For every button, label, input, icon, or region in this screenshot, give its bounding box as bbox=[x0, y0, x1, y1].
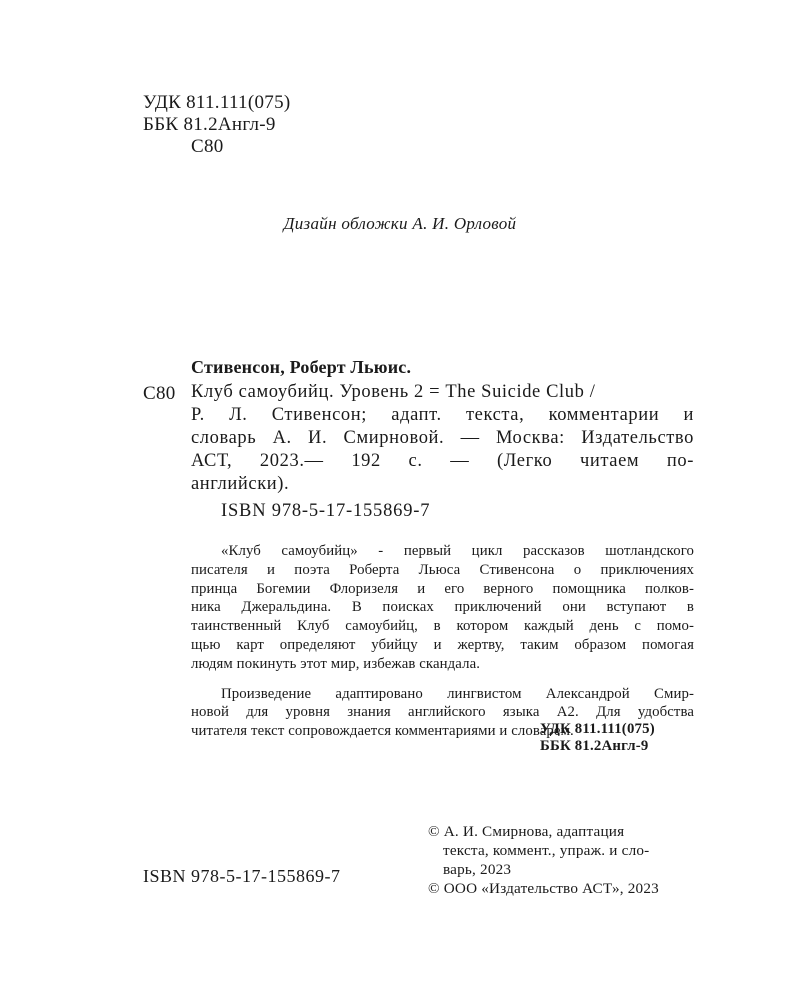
annotation bbox=[191, 542, 694, 741]
record-author: Стивенсон, Роберт Льюис. bbox=[191, 357, 412, 377]
copyright-line: © А. И. Смирнова, адаптация bbox=[428, 823, 625, 840]
copyright-line: © ООО «Издательство АСТ», 2023 bbox=[428, 880, 659, 897]
biblio-line: Клуб самоубийц. Уровень 2 = The Suicide Club / bbox=[191, 382, 596, 402]
annotation-line: ника Джеральдина. В поисках приключений они вступают в bbox=[191, 599, 694, 616]
annotation-line: щью карт определяют убийцу и жертву, таким образом помогая bbox=[191, 636, 694, 653]
bbk-code-right: ББК 81.2Англ-9 bbox=[540, 738, 649, 754]
bibliographic-description bbox=[191, 381, 694, 496]
classification-codes-right bbox=[540, 721, 655, 755]
author-sign: С80 bbox=[191, 136, 224, 157]
biblio-line: Р. Л. Стивенсон; адапт. текста, комментарии и bbox=[191, 405, 694, 425]
annotation-line: принца Богемии Флоризеля и его верного помощника полков- bbox=[191, 580, 694, 597]
cover-design-credit: Дизайн обложки А. И. Орловой bbox=[283, 214, 517, 233]
biblio-line: английски). bbox=[191, 474, 290, 494]
isbn-bottom: ISBN 978-5-17-155869-7 bbox=[143, 866, 341, 886]
copyright-block bbox=[428, 822, 659, 898]
bbk-code: ББК 81.2Англ-9 bbox=[143, 114, 276, 135]
copyright-line: текста, коммент., упраж. и сло- bbox=[443, 842, 650, 859]
annotation-line: новой для уровня знания английского языка А2. Для удобства bbox=[191, 704, 694, 721]
record-author-sign: С80 bbox=[143, 383, 176, 404]
annotation-line: «Клуб самоубийц» - первый цикл рассказов шотландского bbox=[221, 543, 694, 559]
copyright-line: варь, 2023 bbox=[443, 861, 512, 878]
biblio-line: АСТ, 2023.— 192 с. — (Легко читаем по- bbox=[191, 451, 694, 471]
udk-code: УДК 811.111(075) bbox=[143, 92, 291, 113]
biblio-line: словарь А. И. Смирновой. — Москва: Издательство bbox=[191, 428, 694, 448]
udk-code-right: УДК 811.111(075) bbox=[540, 721, 655, 737]
classification-codes bbox=[143, 92, 291, 158]
annotation-line: людям покинуть этот мир, избежав скандала. bbox=[191, 655, 481, 672]
annotation-line: читателя текст сопровождается комментариями и словарем. bbox=[191, 723, 574, 740]
annotation-line: Произведение адаптировано лингвистом Александрой Смир- bbox=[221, 685, 694, 702]
annotation-line: таинственный Клуб самоубийц, в котором каждый день с помо- bbox=[191, 618, 694, 635]
record-isbn: ISBN 978-5-17-155869-7 bbox=[221, 501, 431, 521]
annotation-line: писателя и поэта Роберта Льюса Стивенсона о приключениях bbox=[191, 561, 694, 578]
